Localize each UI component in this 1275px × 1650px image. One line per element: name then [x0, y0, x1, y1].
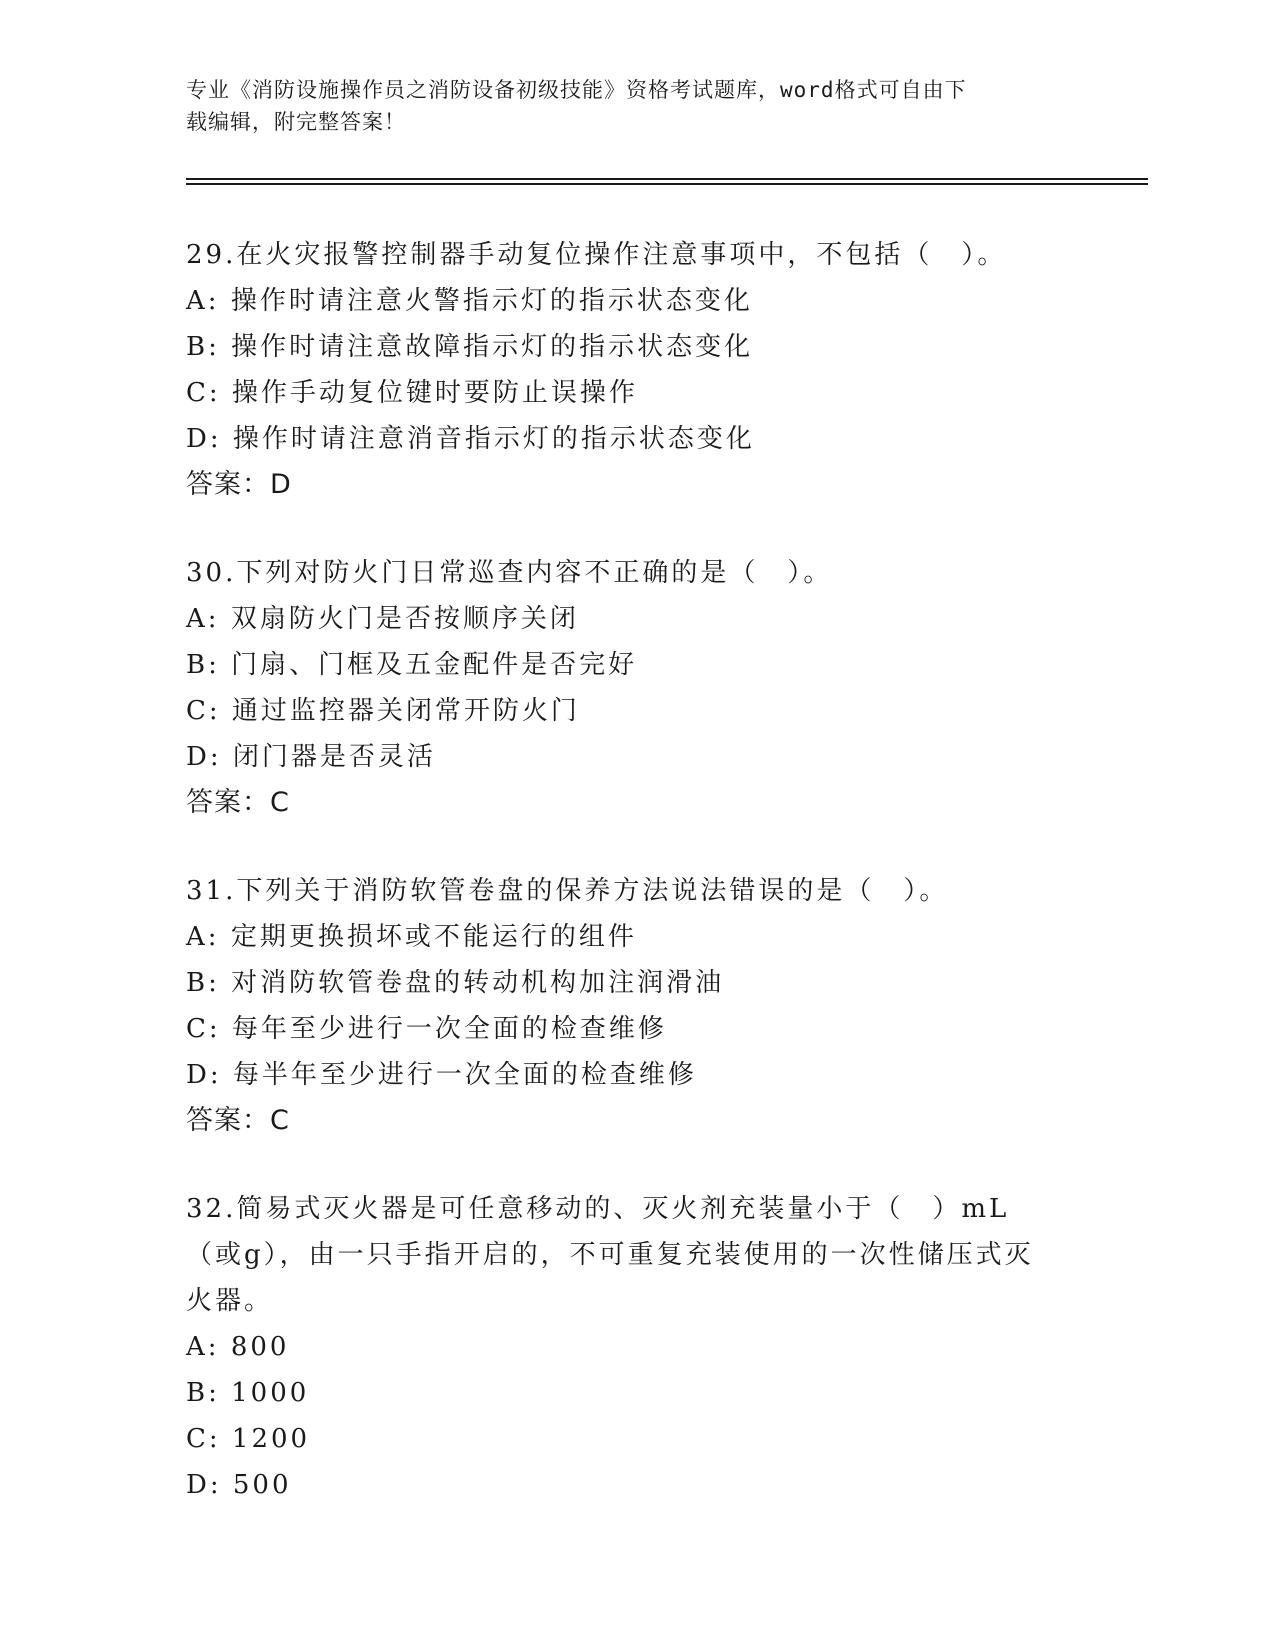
option-c	[186, 370, 1086, 416]
option-label: B:	[186, 1378, 220, 1408]
option-b	[186, 1370, 1086, 1416]
option-text: 操作时请注意故障指示灯的指示状态变化	[231, 332, 754, 362]
answer-text: 答案：C	[186, 787, 290, 818]
option-text: 1000	[231, 1378, 310, 1408]
option-text: 闭门器是否灵活	[232, 742, 436, 772]
header-line-2: 载编辑，附完整答案！	[186, 110, 406, 134]
option-label: C:	[186, 1014, 221, 1044]
question-30	[186, 550, 1086, 826]
option-d	[186, 1052, 1086, 1098]
option-d	[186, 734, 1086, 780]
question-stem: 32.简易式灭火器是可任意移动的、灭火剂充装量小于（ ）mL（或g），由一只手指开启的，不可重复充装使用的一次性储压式灭火器。	[186, 1194, 1034, 1316]
answer-text: 答案：D	[186, 469, 292, 500]
option-text: 每半年至少进行一次全面的检查维修	[232, 1060, 697, 1090]
option-label: D:	[186, 1470, 222, 1500]
answer-text: 答案：C	[186, 1105, 290, 1136]
header-divider-bottom	[186, 183, 1148, 185]
option-a	[186, 278, 1086, 324]
option-b	[186, 642, 1086, 688]
option-label: A:	[186, 286, 220, 316]
question-stem: 29.在火灾报警控制器手动复位操作注意事项中，不包括（ ）。	[186, 240, 1007, 270]
header-line-1: 专业《消防设施操作员之消防设备初级技能》资格考试题库，word格式可自由下	[186, 78, 967, 102]
option-text: 每年至少进行一次全面的检查维修	[231, 1014, 667, 1044]
option-a	[186, 914, 1086, 960]
option-d	[186, 1462, 1086, 1508]
option-label: D:	[186, 1060, 222, 1090]
option-text: 1200	[231, 1424, 311, 1454]
document-header	[186, 74, 1066, 138]
question-32	[186, 1186, 1086, 1508]
option-text: 定期更换损坏或不能运行的组件	[230, 922, 637, 952]
question-29	[186, 232, 1086, 508]
option-label: A:	[186, 922, 220, 952]
question-stem: 30.下列对防火门日常巡查内容不正确的是（ ）。	[186, 558, 833, 588]
option-label: C:	[186, 696, 221, 726]
option-text: 操作时请注意消音指示灯的指示状态变化	[232, 424, 755, 454]
option-text: 通过监控器关闭常开防火门	[231, 696, 580, 726]
option-text: 对消防软管卷盘的转动机构加注润滑油	[231, 968, 725, 998]
option-label: B:	[186, 968, 220, 998]
option-d	[186, 416, 1086, 462]
option-b	[186, 960, 1086, 1006]
option-text: 800	[230, 1332, 290, 1362]
option-c	[186, 688, 1086, 734]
option-text: 操作手动复位键时要防止误操作	[231, 378, 638, 408]
question-list	[186, 232, 1086, 1550]
option-c	[186, 1006, 1086, 1052]
option-label: B:	[186, 332, 220, 362]
option-b	[186, 324, 1086, 370]
option-c	[186, 1416, 1086, 1462]
option-label: C:	[186, 378, 221, 408]
header-divider-top	[186, 178, 1148, 180]
option-label: A:	[186, 1332, 220, 1362]
option-text: 操作时请注意火警指示灯的指示状态变化	[230, 286, 753, 316]
option-a	[186, 1324, 1086, 1370]
option-a	[186, 596, 1086, 642]
question-stem: 31.下列关于消防软管卷盘的保养方法说法错误的是（ ）。	[186, 876, 949, 906]
option-label: D:	[186, 742, 222, 772]
option-label: B:	[186, 650, 220, 680]
option-text: 双扇防火门是否按顺序关闭	[230, 604, 579, 634]
option-label: D:	[186, 424, 222, 454]
option-label: A:	[186, 604, 220, 634]
question-31	[186, 868, 1086, 1144]
option-text: 门扇、门框及五金配件是否完好	[231, 650, 638, 680]
option-label: C:	[186, 1424, 221, 1454]
option-text: 500	[232, 1470, 292, 1500]
